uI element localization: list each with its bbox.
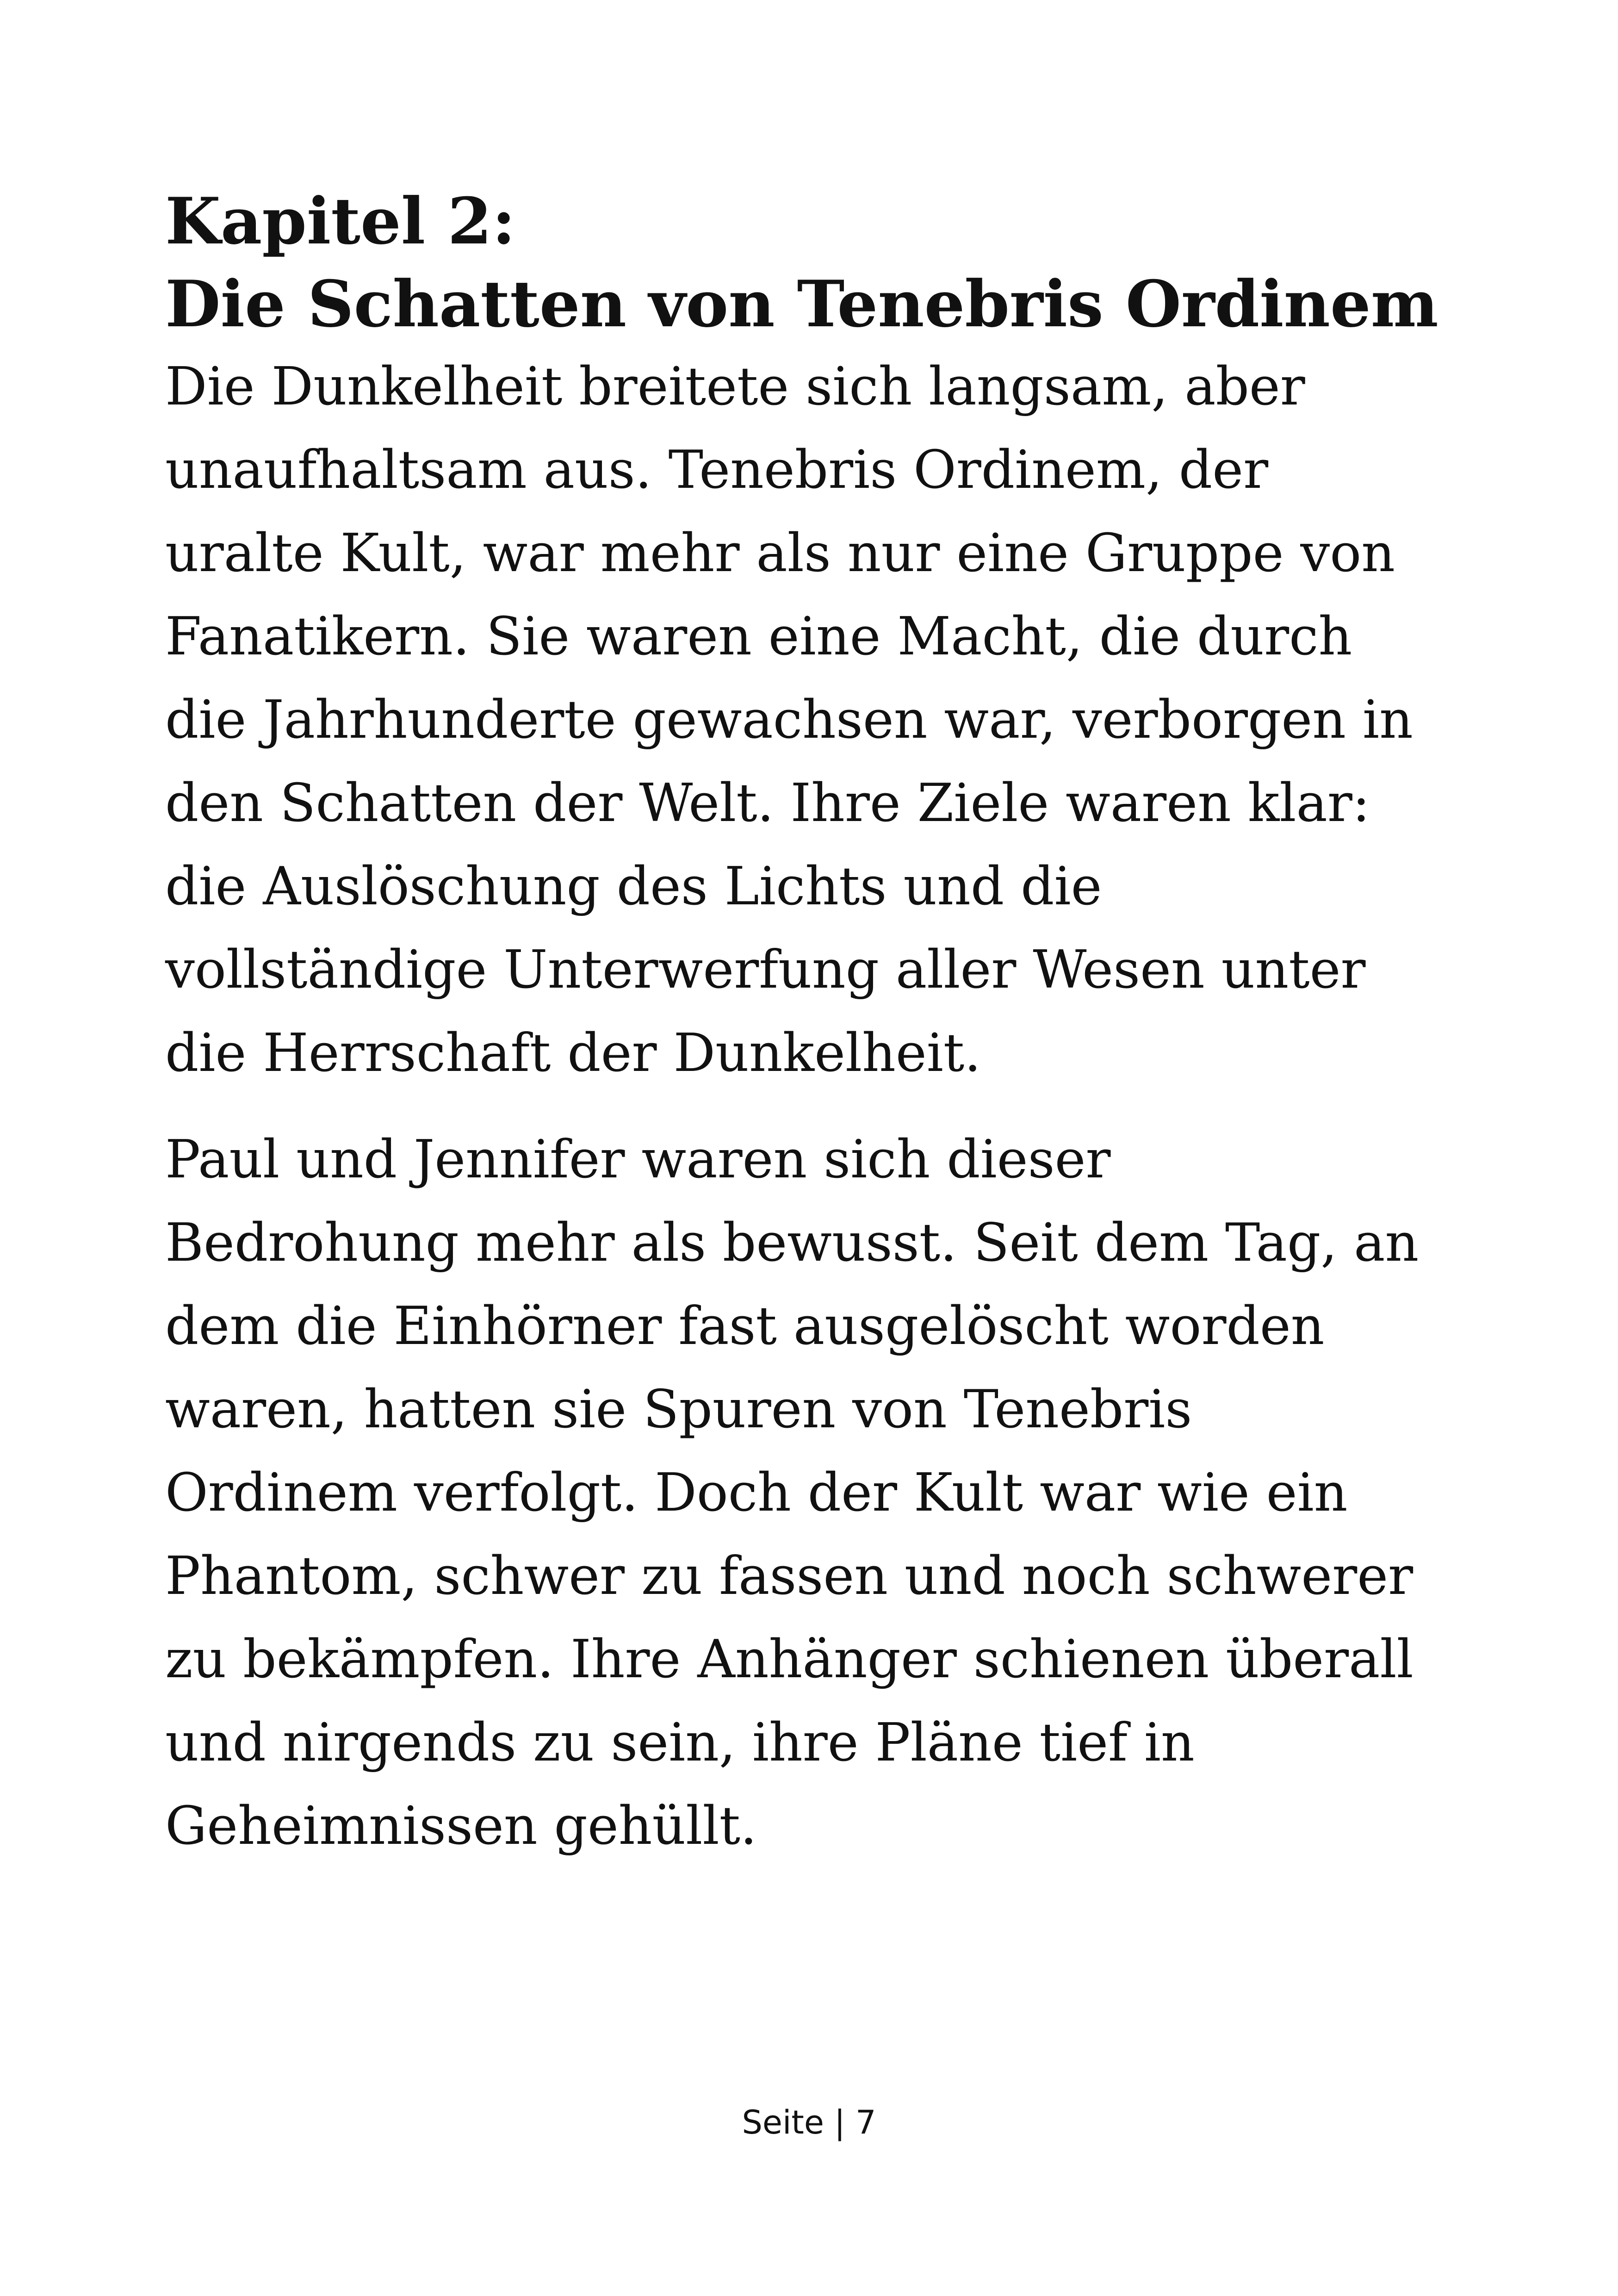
paragraph-1 bbox=[165, 345, 1488, 1095]
paragraph-line: Ordinem verfolgt. Doch der Kult war wie ein bbox=[165, 1462, 1348, 1523]
paragraph-line: Fanatikern. Sie waren eine Macht, die durch bbox=[165, 605, 1352, 667]
chapter-heading bbox=[165, 180, 1488, 345]
paragraph-line: Paul und Jennifer waren sich dieser bbox=[165, 1128, 1111, 1190]
paragraph-line: Bedrohung mehr als bewusst. Seit dem Tag, an bbox=[165, 1212, 1419, 1273]
paragraph-line: unaufhaltsam aus. Tenebris Ordinem, der bbox=[165, 439, 1269, 500]
paragraph-line: waren, hatten sie Spuren von Tenebris bbox=[165, 1378, 1192, 1440]
paragraph-line: Geheimnissen gehüllt. bbox=[165, 1795, 757, 1856]
page-content bbox=[165, 180, 1488, 1867]
paragraph-line: die Jahrhunderte gewachsen war, verborgen in bbox=[165, 689, 1413, 750]
chapter-title: Die Schatten von Tenebris Ordinem bbox=[165, 266, 1438, 342]
page-footer bbox=[0, 2103, 1618, 2141]
paragraph-line: vollständige Unterwerfung aller Wesen unter bbox=[165, 939, 1366, 1000]
paragraph-line: die Auslöschung des Lichts und die bbox=[165, 855, 1102, 917]
paragraph-line: Phantom, schwer zu fassen und noch schwerer bbox=[165, 1545, 1413, 1606]
chapter-number: Kapitel 2: bbox=[165, 183, 516, 259]
paragraph-line: Die Dunkelheit breitete sich langsam, aber bbox=[165, 355, 1305, 417]
paragraph-line: uralte Kult, war mehr als nur eine Gruppe von bbox=[165, 522, 1395, 584]
paragraph-line: den Schatten der Welt. Ihre Ziele waren klar: bbox=[165, 772, 1370, 834]
page-number: Seite | 7 bbox=[742, 2103, 876, 2141]
paragraph-line: und nirgends zu sein, ihre Pläne tief in bbox=[165, 1711, 1195, 1773]
paragraph-line: zu bekämpfen. Ihre Anhänger schienen überall bbox=[165, 1628, 1413, 1690]
paragraph-line: die Herrschaft der Dunkelheit. bbox=[165, 1022, 981, 1083]
paragraph-2 bbox=[165, 1118, 1488, 1867]
paragraph-line: dem die Einhörner fast ausgelöscht worden bbox=[165, 1295, 1325, 1356]
